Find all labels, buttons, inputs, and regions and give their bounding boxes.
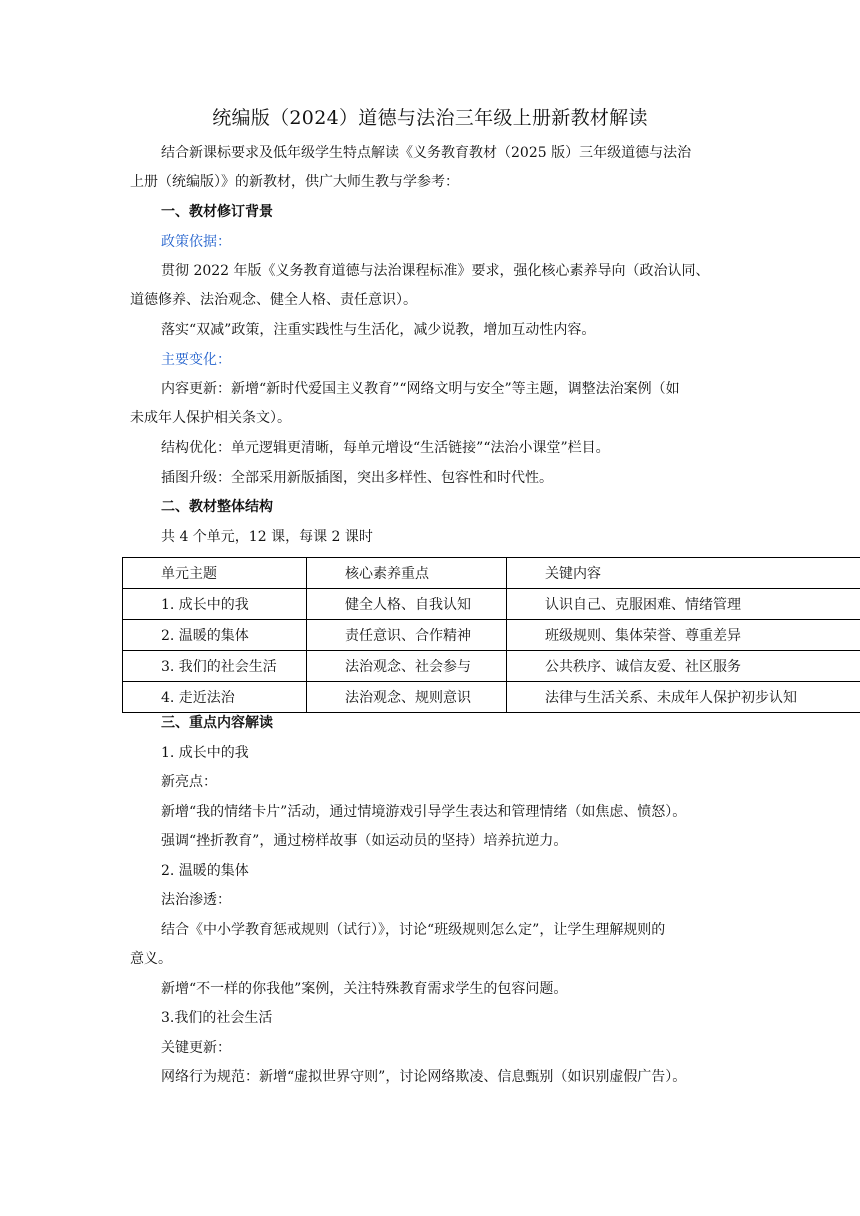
change-1-line-2: 未成年人保护相关条文）。 <box>130 410 291 426</box>
table-row <box>123 682 860 713</box>
section-3-heading: 三、重点内容解读 <box>161 715 273 731</box>
table-cell: 责任意识、合作精神 <box>307 620 507 651</box>
table-row <box>123 589 860 620</box>
section-2-heading: 二、教材整体结构 <box>161 499 273 515</box>
change-3: 插图升级：全部采用新版插图，突出多样性、包容性和时代性。 <box>161 470 553 486</box>
intro-line-2: 上册（统编版）》的新教材，供广大师生教与学参考： <box>130 174 459 190</box>
intro-line-1: 结合新课标要求及低年级学生特点解读《义务教育教材（2025 版）三年级道德与法治 <box>161 145 692 161</box>
table-row <box>123 620 860 651</box>
unit-2-label: 法治渗透： <box>161 892 231 908</box>
unit-2-line-2: 意义。 <box>130 951 172 967</box>
unit-2-line-3: 新增“不一样的你我他”案例，关注特殊教育需求学生的包容问题。 <box>161 981 568 997</box>
table-cell: 2. 温暖的集体 <box>123 620 307 651</box>
unit-1-title: 1. 成长中的我 <box>161 745 249 761</box>
unit-structure-table <box>122 557 860 713</box>
unit-3-line-1: 网络行为规范：新增“虚拟世界守则”，讨论网络欺凌、信息甄别（如识别虚假广告）。 <box>161 1069 687 1085</box>
unit-3-title: 3.我们的社会生活 <box>161 1010 273 1026</box>
unit-1-line-1: 新增“我的情绪卡片”活动，通过情境游戏引导学生表达和管理情绪（如焦虑、愤怒）。 <box>161 804 687 820</box>
table-cell: 班级规则、集体荣誉、尊重差异 <box>507 620 860 651</box>
change-1-line-1: 内容更新：新增“新时代爱国主义教育”“网络文明与安全”等主题，调整法治案例（如 <box>161 381 680 397</box>
table-cell: 法治观念、社会参与 <box>307 651 507 682</box>
unit-3-label: 关键更新： <box>161 1040 231 1056</box>
table-header-cell: 核心素养重点 <box>307 558 507 589</box>
policy-label: 政策依据： <box>161 234 231 250</box>
document-title: 统编版（2024）道德与法治三年级上册新教材解读 <box>212 107 648 129</box>
table-row <box>123 651 860 682</box>
unit-1-label: 新亮点： <box>161 774 217 790</box>
table-cell: 4. 走近法治 <box>123 682 307 713</box>
policy-line-3: 落实“双减”政策，注重实践性与生活化，减少说教，增加互动性内容。 <box>161 322 596 338</box>
unit-2-title: 2. 温暖的集体 <box>161 863 249 879</box>
structure-summary: 共 4 个单元，12 课，每课 2 课时 <box>161 529 373 545</box>
policy-line-1: 贯彻 2022 年版《义务教育道德与法治课程标准》要求，强化核心素养导向（政治认同、 <box>161 263 710 279</box>
table-cell: 公共秩序、诚信友爱、社区服务 <box>507 651 860 682</box>
policy-line-2: 道德修养、法治观念、健全人格、责任意识）。 <box>130 292 417 308</box>
unit-1-line-2: 强调“挫折教育”，通过榜样故事（如运动员的坚持）培养抗逆力。 <box>161 833 568 849</box>
changes-label: 主要变化： <box>161 352 231 368</box>
table-cell: 法律与生活关系、未成年人保护初步认知 <box>507 682 860 713</box>
table-cell: 1. 成长中的我 <box>123 589 307 620</box>
table-header-cell: 关键内容 <box>507 558 860 589</box>
table-header-row <box>123 558 860 589</box>
section-1-heading: 一、教材修订背景 <box>161 204 273 220</box>
table-cell: 法治观念、规则意识 <box>307 682 507 713</box>
table-cell: 3. 我们的社会生活 <box>123 651 307 682</box>
change-2: 结构优化：单元逻辑更清晰，每单元增设“生活链接”“法治小课堂”栏目。 <box>161 440 610 456</box>
unit-2-line-1: 结合《中小学教育惩戒规则（试行）》，讨论“班级规则怎么定”，让学生理解规则的 <box>161 922 666 938</box>
table-cell: 认识自己、克服困难、情绪管理 <box>507 589 860 620</box>
table-header-cell: 单元主题 <box>123 558 307 589</box>
table-cell: 健全人格、自我认知 <box>307 589 507 620</box>
